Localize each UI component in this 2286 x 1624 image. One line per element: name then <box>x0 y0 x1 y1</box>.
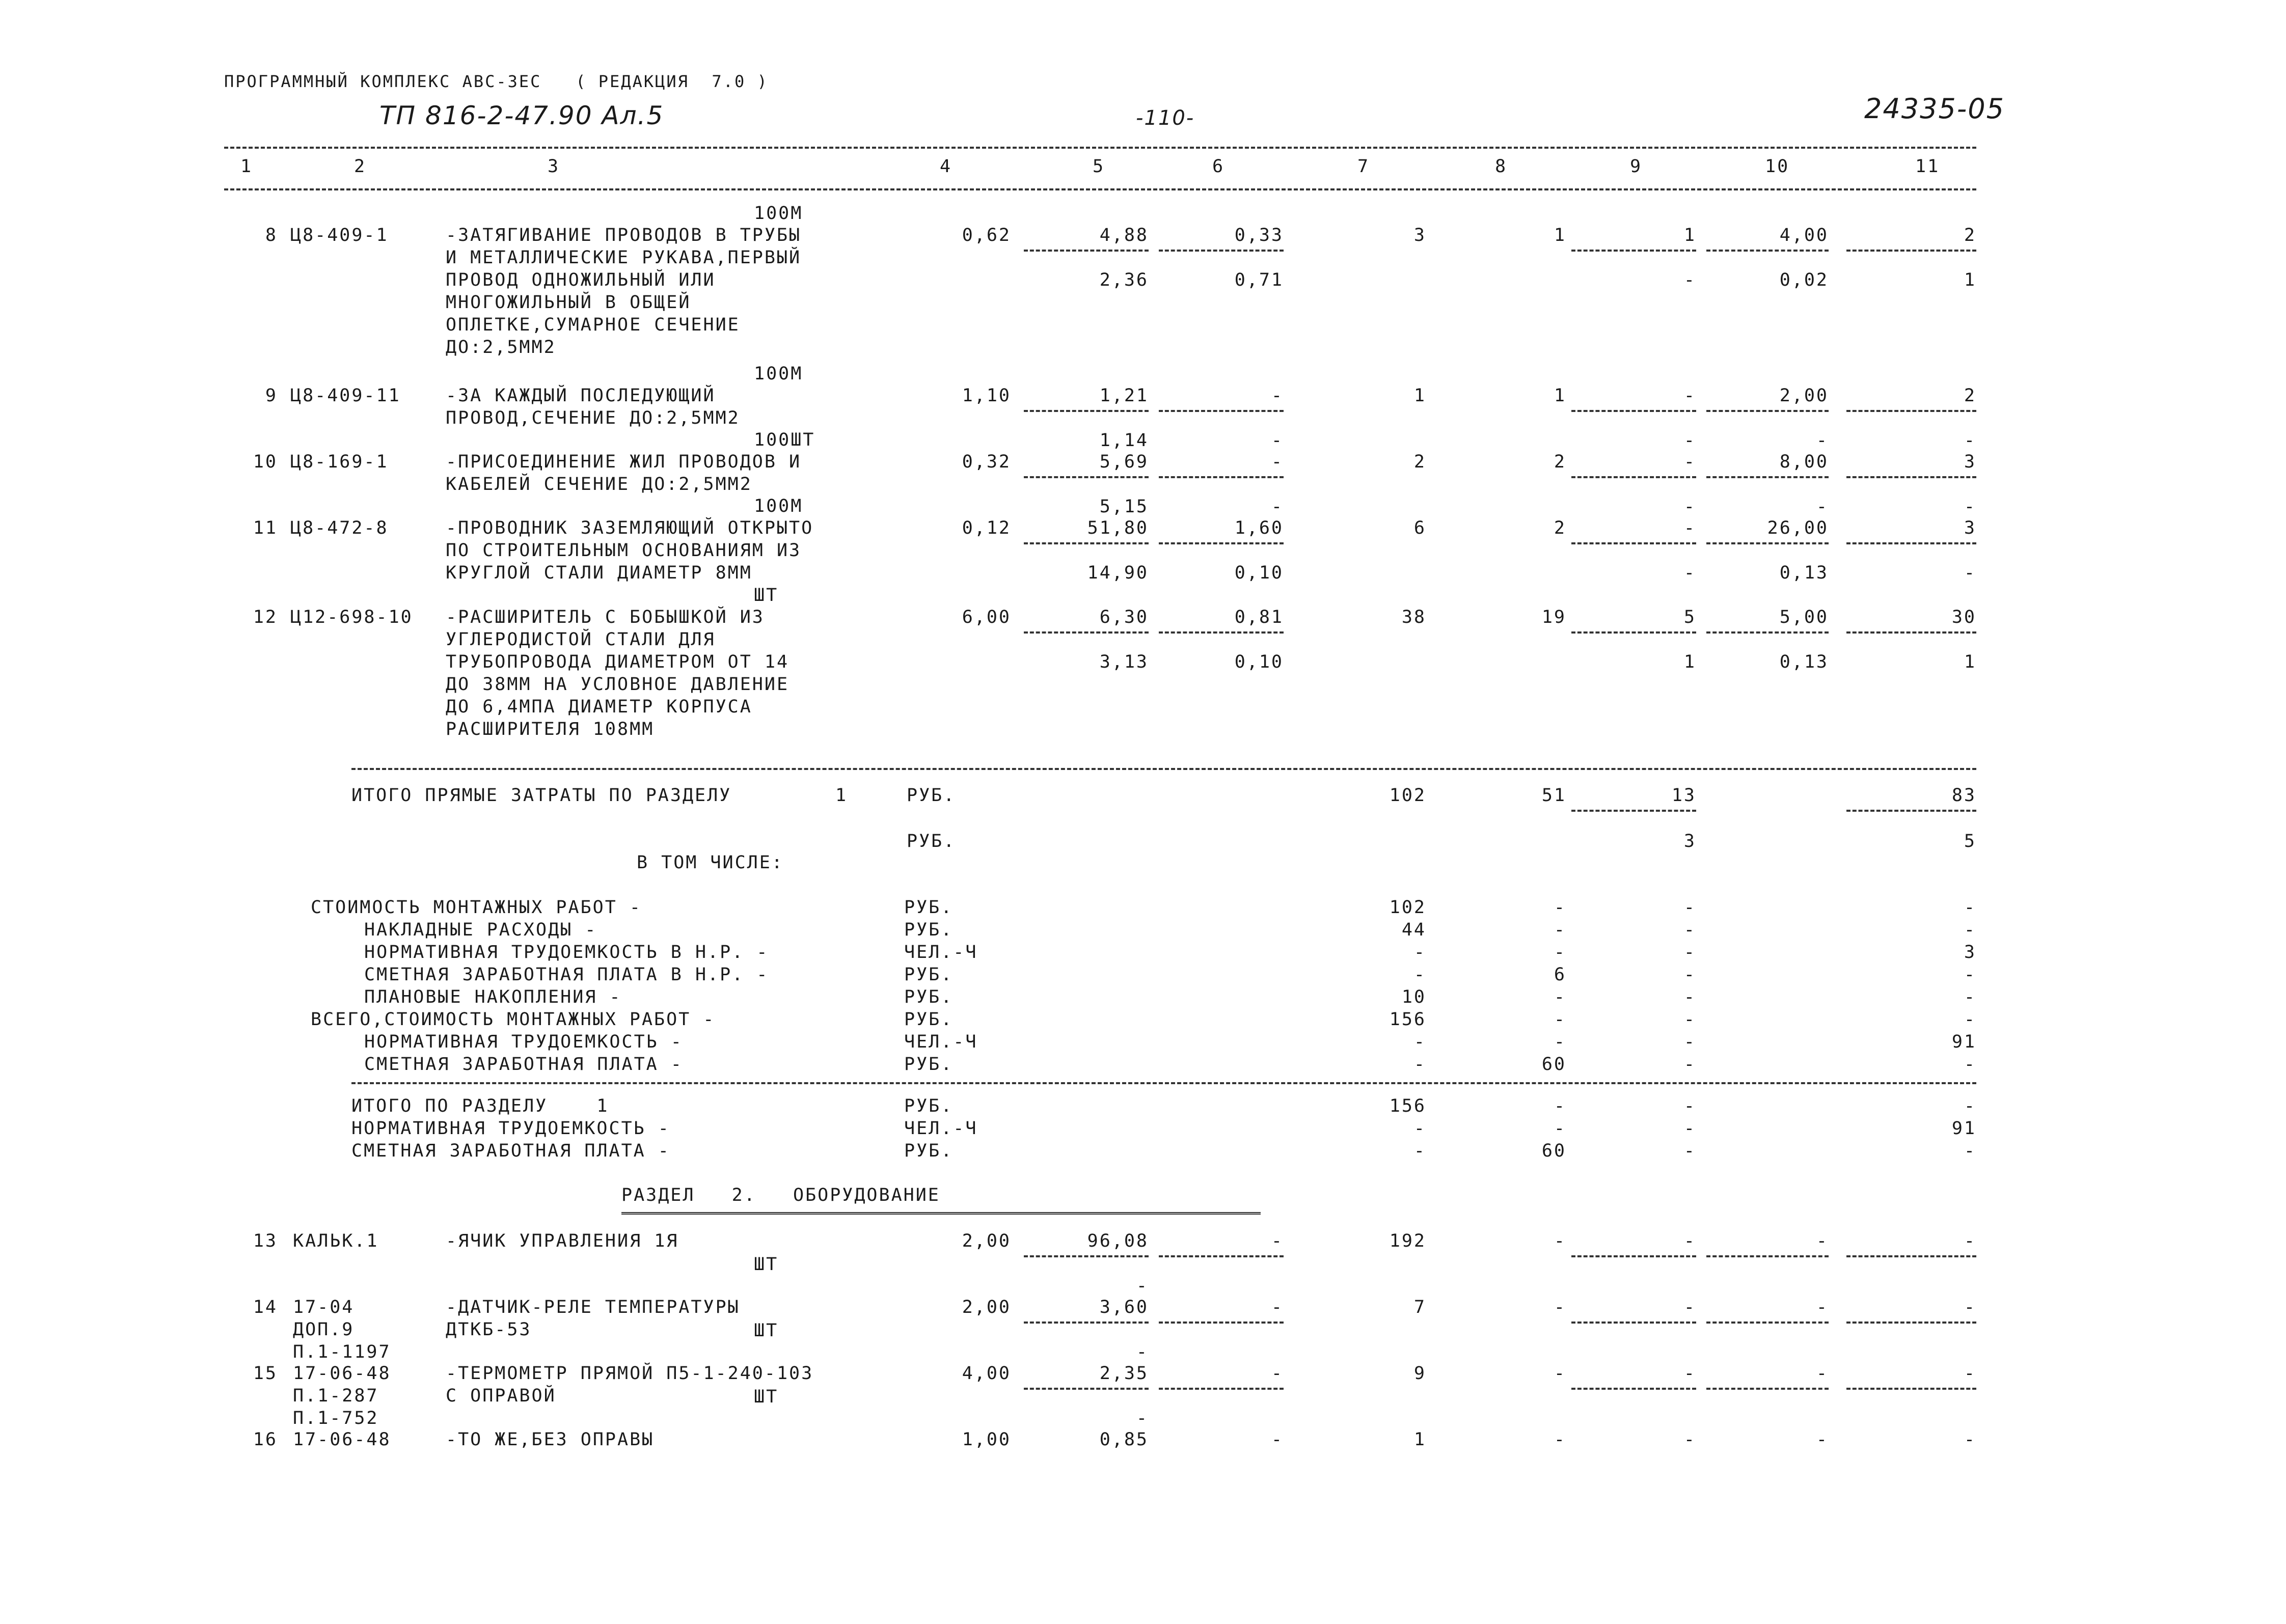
cell-c8: - <box>1554 1118 1566 1139</box>
cell-c5b: - <box>1136 1342 1149 1362</box>
summary-unit: РУБ. <box>904 897 954 918</box>
cell-c10b: 0,02 <box>1779 270 1829 290</box>
direct-costs-unit: РУБ. <box>907 785 956 806</box>
cell-c9b: - <box>1683 497 1696 517</box>
cell-c10: 4,00 <box>1779 225 1829 245</box>
cell-divider <box>1159 410 1284 412</box>
summary-label: НАКЛАДНЫЕ РАСХОДЫ - <box>364 920 597 940</box>
cell-c9: - <box>1683 987 1696 1007</box>
cell-c10: 5,00 <box>1779 607 1829 627</box>
work-description: ДО 38ММ НА УСЛОВНОЕ ДАВЛЕНИЕ <box>446 674 790 695</box>
cell-divider <box>1846 542 1976 544</box>
cell-c9: - <box>1683 942 1696 962</box>
row-number: 10 <box>253 452 278 472</box>
summary-label: НОРМАТИВНАЯ ТРУДОЕМКОСТЬ - <box>364 1032 683 1052</box>
summary-unit: ЧЕЛ.-Ч <box>904 942 978 962</box>
cell-c8: - <box>1554 1096 1566 1116</box>
cell-divider <box>1571 250 1696 252</box>
work-description: ДО:2,5ММ2 <box>446 337 556 357</box>
cell-c10: 8,00 <box>1779 452 1829 472</box>
cell-c6: - <box>1271 1297 1284 1317</box>
cell-c11: 91 <box>1951 1032 1976 1052</box>
cell-c11b: 5 <box>1964 831 1976 851</box>
cell-c11b: 1 <box>1964 652 1976 672</box>
unit-label: 100ШТ <box>754 430 815 450</box>
cell-divider <box>1706 542 1829 544</box>
cell-c9: - <box>1683 1297 1696 1317</box>
cell-c9: - <box>1683 1231 1696 1251</box>
section-2-title: РАЗДЕЛ 2. ОБОРУДОВАНИЕ <box>621 1185 940 1205</box>
cell-divider <box>1846 810 1976 812</box>
cell-c7: - <box>1413 1032 1426 1052</box>
unit-label: ШТ <box>754 1254 779 1275</box>
cell-c11: - <box>1964 1297 1976 1317</box>
cell-c6: 0,81 <box>1234 607 1284 627</box>
cell-divider <box>1846 410 1976 412</box>
cell-divider <box>1706 1388 1829 1390</box>
column-header-5: 5 <box>1093 156 1105 177</box>
cell-c8: 6 <box>1554 965 1566 985</box>
rate-code: Ц12-698-10 <box>290 607 413 627</box>
cell-c8: - <box>1554 987 1566 1007</box>
row-number: 16 <box>253 1429 278 1450</box>
work-description: -ПРИСОЕДИНЕНИЕ ЖИЛ ПРОВОДОВ И <box>446 452 802 472</box>
unit-label: ШТ <box>754 585 779 605</box>
cell-divider <box>1571 476 1696 478</box>
cell-c8: - <box>1554 1009 1566 1030</box>
cell-c6: - <box>1271 452 1284 472</box>
rate-code: 17-06-48 <box>293 1363 391 1384</box>
cell-divider <box>1706 631 1829 634</box>
row-number: 11 <box>253 518 278 538</box>
rate-code: 17-06-48 <box>293 1429 391 1450</box>
column-header-8: 8 <box>1495 156 1508 177</box>
work-description: ДО 6,4МПА ДИАМЕТР КОРПУСА <box>446 697 752 717</box>
summary-label: ВСЕГО,СТОИМОСТЬ МОНТАЖНЫХ РАБОТ - <box>311 1009 716 1030</box>
cell-c6: - <box>1271 1429 1284 1450</box>
summary-label: СМЕТНАЯ ЗАРАБОТНАЯ ПЛАТА В Н.Р. - <box>364 965 769 985</box>
cell-c4: 0,12 <box>962 518 1011 538</box>
unit-label: 100М <box>754 364 803 384</box>
cell-divider <box>1846 1388 1976 1390</box>
work-description: -ЗАТЯГИВАНИЕ ПРОВОДОВ В ТРУБЫ <box>446 225 802 245</box>
cell-c9: 13 <box>1671 785 1696 806</box>
cell-c4: 2,00 <box>962 1231 1011 1251</box>
cell-c7: 102 <box>1389 785 1426 806</box>
cell-c7: 38 <box>1401 607 1426 627</box>
cell-c8: - <box>1554 942 1566 962</box>
cell-c9: - <box>1683 1429 1696 1450</box>
column-header-9: 9 <box>1630 156 1643 177</box>
cell-c11: - <box>1964 965 1976 985</box>
archive-number: 24335-05 <box>1864 93 2005 125</box>
work-description: МНОГОЖИЛЬНЫЙ В ОБЩЕЙ <box>446 292 691 313</box>
cell-divider <box>1024 476 1149 478</box>
cell-c11: - <box>1964 897 1976 918</box>
cell-c7: - <box>1413 1141 1426 1161</box>
cell-c7: - <box>1413 1118 1426 1139</box>
rate-code: П.1-287 <box>293 1386 379 1406</box>
cell-c11: - <box>1964 1231 1976 1251</box>
cell-c9: - <box>1683 965 1696 985</box>
unit-label: ШТ <box>754 1320 779 1341</box>
cell-c10b: - <box>1816 497 1829 517</box>
cell-c7: 1 <box>1413 386 1426 406</box>
rate-code: ДОП.9 <box>293 1319 355 1340</box>
cell-divider <box>1846 476 1976 478</box>
cell-c11: 2 <box>1964 225 1976 245</box>
cell-c5: 4,88 <box>1099 225 1149 245</box>
cell-c11b: - <box>1964 430 1976 451</box>
cell-c8: 2 <box>1554 518 1566 538</box>
cell-c7: 156 <box>1389 1009 1426 1030</box>
cell-c4: 2,00 <box>962 1297 1011 1317</box>
cell-c5b: - <box>1136 1408 1149 1428</box>
cell-c9: - <box>1683 1054 1696 1075</box>
page-number: -110- <box>1136 106 1195 130</box>
summary-label: НОРМАТИВНАЯ ТРУДОЕМКОСТЬ В Н.Р. - <box>364 942 769 962</box>
summary-unit: РУБ. <box>904 1054 954 1075</box>
work-description: РАСШИРИТЕЛЯ 108ММ <box>446 719 655 739</box>
cell-c7: 2 <box>1413 452 1426 472</box>
cell-c9b: - <box>1683 563 1696 583</box>
cell-divider <box>1571 542 1696 544</box>
section-total-unit: ЧЕЛ.-Ч <box>904 1118 978 1139</box>
cell-c4: 4,00 <box>962 1363 1011 1384</box>
cell-c11: - <box>1964 1141 1976 1161</box>
cell-c11: - <box>1964 1009 1976 1030</box>
direct-costs-section: 1 <box>835 785 848 806</box>
work-description: ДТКБ-53 <box>446 1319 532 1340</box>
cell-c5: 0,85 <box>1099 1429 1149 1450</box>
cell-c8: - <box>1554 1231 1566 1251</box>
row-number: 15 <box>253 1363 278 1384</box>
work-description: ТРУБОПРОВОДА ДИАМЕТРОМ ОТ 14 <box>446 652 790 672</box>
cell-c5: 6,30 <box>1099 607 1149 627</box>
cell-c5b: 14,90 <box>1087 563 1149 583</box>
rate-code: П.1-1197 <box>293 1342 391 1362</box>
work-description: ПО СТРОИТЕЛЬНЫМ ОСНОВАНИЯМ ИЗ <box>446 540 802 561</box>
cell-c9: - <box>1683 1363 1696 1384</box>
cell-c9: - <box>1683 386 1696 406</box>
cell-c5b: 1,14 <box>1099 430 1149 451</box>
cell-c6b: 0,10 <box>1234 652 1284 672</box>
totals-rule <box>351 768 1976 770</box>
cell-divider <box>1706 1322 1829 1324</box>
including-label: В ТОМ ЧИСЛЕ: <box>637 852 784 873</box>
cell-c7: 7 <box>1413 1297 1426 1317</box>
cell-c5b: 2,36 <box>1099 270 1149 290</box>
cell-c6: 0,33 <box>1234 225 1284 245</box>
cell-c5: 96,08 <box>1087 1231 1149 1251</box>
cell-c5: 1,21 <box>1099 386 1149 406</box>
cell-divider <box>1024 1388 1149 1390</box>
cell-c8: - <box>1554 1429 1566 1450</box>
cell-divider <box>1846 631 1976 634</box>
cell-c9: - <box>1683 1118 1696 1139</box>
cell-c11: 91 <box>1951 1118 1976 1139</box>
cell-c9: - <box>1683 1096 1696 1116</box>
cell-c7: 44 <box>1401 920 1426 940</box>
cell-c11b: 1 <box>1964 270 1976 290</box>
summary-label: СМЕТНАЯ ЗАРАБОТНАЯ ПЛАТА - <box>364 1054 683 1075</box>
cell-divider <box>1706 250 1829 252</box>
cell-divider <box>1159 1255 1284 1257</box>
cell-c6b: 0,10 <box>1234 563 1284 583</box>
cell-c8: 51 <box>1541 785 1566 806</box>
cell-c5b: 3,13 <box>1099 652 1149 672</box>
cell-c9: - <box>1683 518 1696 538</box>
cell-c11: 30 <box>1951 607 1976 627</box>
cell-c11b: - <box>1964 563 1976 583</box>
cell-c9: - <box>1683 1009 1696 1030</box>
cell-divider <box>1846 250 1976 252</box>
row-number: 13 <box>253 1231 278 1251</box>
cell-c8: - <box>1554 897 1566 918</box>
cell-c8: 60 <box>1541 1141 1566 1161</box>
cell-c6: - <box>1271 1231 1284 1251</box>
cell-c11: 3 <box>1964 452 1976 472</box>
column-header-10: 10 <box>1765 156 1790 177</box>
column-header-6: 6 <box>1212 156 1225 177</box>
cell-c9: - <box>1683 920 1696 940</box>
column-header-2: 2 <box>354 156 367 177</box>
cell-c9b: - <box>1683 430 1696 451</box>
cell-c5b: - <box>1136 1276 1149 1296</box>
work-description: -РАСШИРИТЕЛЬ С БОБЫШКОЙ ИЗ <box>446 607 765 627</box>
program-header: ПРОГРАММНЫЙ КОМПЛЕКС АВС-ЗЕС ( РЕДАКЦИЯ 7.0 ) <box>224 72 769 91</box>
cell-c8: - <box>1554 1032 1566 1052</box>
work-description: -ЗА КАЖДЫЙ ПОСЛЕДУЮЩИЙ <box>446 386 716 406</box>
cell-c10: - <box>1816 1429 1829 1450</box>
section-total-unit: РУБ. <box>904 1096 954 1116</box>
cell-c8: 19 <box>1541 607 1566 627</box>
cell-c8: - <box>1554 1297 1566 1317</box>
header-top-rule <box>224 147 1976 149</box>
cell-c10b: - <box>1816 430 1829 451</box>
cell-c5: 5,69 <box>1099 452 1149 472</box>
cell-c8: - <box>1554 920 1566 940</box>
cell-c7: 3 <box>1413 225 1426 245</box>
cell-c6b: - <box>1271 497 1284 517</box>
cell-c9: 1 <box>1683 225 1696 245</box>
work-description: ОПЛЕТКЕ,СУМАРНОЕ СЕЧЕНИЕ <box>446 315 740 335</box>
cell-c8: 1 <box>1554 386 1566 406</box>
work-description: -ПРОВОДНИК ЗАЗЕМЛЯЮЩИЙ ОТКРЫТО <box>446 518 814 538</box>
cell-divider <box>1571 631 1696 634</box>
cell-c10: 2,00 <box>1779 386 1829 406</box>
row-number: 12 <box>253 607 278 627</box>
cell-c7: 9 <box>1413 1363 1426 1384</box>
cell-c11: - <box>1964 1054 1976 1075</box>
cell-c8: 1 <box>1554 225 1566 245</box>
cell-c6b: 0,71 <box>1234 270 1284 290</box>
summary-unit: РУБ. <box>904 965 954 985</box>
cell-c9b: 3 <box>1683 831 1696 851</box>
unit-label: 100М <box>754 203 803 224</box>
cell-c9: - <box>1683 897 1696 918</box>
cell-divider <box>1159 250 1284 252</box>
cell-divider <box>1706 476 1829 478</box>
column-header-1: 1 <box>240 156 253 177</box>
section-total-label: СМЕТНАЯ ЗАРАБОТНАЯ ПЛАТА - <box>351 1141 670 1161</box>
rate-code: П.1-752 <box>293 1408 379 1428</box>
column-header-4: 4 <box>940 156 953 177</box>
cell-c11: - <box>1964 1096 1976 1116</box>
work-description: -ДАТЧИК-РЕЛЕ ТЕМПЕРАТУРЫ <box>446 1297 740 1317</box>
cell-divider <box>1571 1322 1696 1324</box>
summary-label: СТОИМОСТЬ МОНТАЖНЫХ РАБОТ - <box>311 897 642 918</box>
cell-c4: 0,32 <box>962 452 1011 472</box>
rate-code: 17-04 <box>293 1297 355 1317</box>
cell-c8: - <box>1554 1363 1566 1384</box>
cell-divider <box>1024 1255 1149 1257</box>
cell-c10b: 0,13 <box>1779 563 1829 583</box>
cell-c5: 2,35 <box>1099 1363 1149 1384</box>
section-total-label: ИТОГО ПО РАЗДЕЛУ 1 <box>351 1096 609 1116</box>
rate-code: Ц8-409-11 <box>290 386 401 406</box>
work-description: КРУГЛОЙ СТАЛИ ДИАМЕТР 8ММ <box>446 563 752 583</box>
cell-divider <box>1706 1255 1829 1257</box>
document-code: ТП 816-2-47.90 Ал.5 <box>379 101 664 130</box>
cell-c5: 3,60 <box>1099 1297 1149 1317</box>
cell-c11: 3 <box>1964 942 1976 962</box>
cell-c4: 1,10 <box>962 386 1011 406</box>
work-description: И МЕТАЛЛИЧЕСКИЕ РУКАВА,ПЕРВЫЙ <box>446 247 802 268</box>
cell-divider <box>1159 476 1284 478</box>
cell-c5: 51,80 <box>1087 518 1149 538</box>
cell-c11: - <box>1964 1429 1976 1450</box>
rate-code: Ц8-472-8 <box>290 518 389 538</box>
cell-c7: 102 <box>1389 897 1426 918</box>
work-description: -ТЕРМОМЕТР ПРЯМОЙ П5-1-240-103 <box>446 1363 814 1384</box>
cell-c7: 10 <box>1401 987 1426 1007</box>
cell-c7: 1 <box>1413 1429 1426 1450</box>
section-2-underline <box>621 1212 1261 1215</box>
cell-c11: 3 <box>1964 518 1976 538</box>
cell-divider <box>1846 1322 1976 1324</box>
section-total-unit: РУБ. <box>904 1141 954 1161</box>
cell-c9: - <box>1683 1032 1696 1052</box>
header-bottom-rule <box>224 188 1976 190</box>
cell-divider <box>1159 542 1284 544</box>
cell-c11: - <box>1964 987 1976 1007</box>
summary-unit: РУБ. <box>904 920 954 940</box>
rate-code: КАЛЬК.1 <box>293 1231 379 1251</box>
cell-c6: - <box>1271 1363 1284 1384</box>
cell-c7: - <box>1413 942 1426 962</box>
cell-c8: 2 <box>1554 452 1566 472</box>
cell-c11: 2 <box>1964 386 1976 406</box>
cell-c10: - <box>1816 1363 1829 1384</box>
summary-unit: ЧЕЛ.-Ч <box>904 1032 978 1052</box>
summary-unit: РУБ. <box>904 1009 954 1030</box>
summary-label: ПЛАНОВЫЕ НАКОПЛЕНИЯ - <box>364 987 622 1007</box>
cell-c10: - <box>1816 1231 1829 1251</box>
cell-c9b: 1 <box>1683 652 1696 672</box>
cell-c6: - <box>1271 386 1284 406</box>
cell-c6b: - <box>1271 430 1284 451</box>
direct-costs-label: ИТОГО ПРЯМЫЕ ЗАТРАТЫ ПО РАЗДЕЛУ <box>351 785 732 806</box>
cell-c4: 1,00 <box>962 1429 1011 1450</box>
cell-c10b: 0,13 <box>1779 652 1829 672</box>
work-description: ПРОВОД ОДНОЖИЛЬНЫЙ ИЛИ <box>446 270 716 290</box>
cell-divider <box>1024 631 1149 634</box>
row-number: 9 <box>265 386 278 406</box>
column-header-7: 7 <box>1357 156 1370 177</box>
cell-divider <box>1571 1388 1696 1390</box>
column-header-11: 11 <box>1915 156 1940 177</box>
cell-divider <box>1159 631 1284 634</box>
cell-divider <box>1024 1322 1149 1324</box>
work-description: С ОПРАВОЙ <box>446 1386 556 1406</box>
cell-divider <box>1024 250 1149 252</box>
rate-code: Ц8-409-1 <box>290 225 389 245</box>
cell-c7: - <box>1413 965 1426 985</box>
cell-divider <box>1159 1322 1284 1324</box>
cell-c4: 6,00 <box>962 607 1011 627</box>
unit-label: 100М <box>754 496 803 516</box>
cell-c10: 26,00 <box>1767 518 1829 538</box>
cell-divider <box>1159 1388 1284 1390</box>
cell-c10: - <box>1816 1297 1829 1317</box>
row-number: 8 <box>265 225 278 245</box>
column-header-3: 3 <box>548 156 560 177</box>
cell-c7: 192 <box>1389 1231 1426 1251</box>
cell-c11: - <box>1964 1363 1976 1384</box>
work-description: -ЯЧИК УПРАВЛЕНИЯ 1Я <box>446 1231 679 1251</box>
cell-c7: 6 <box>1413 518 1426 538</box>
unit-label: ШТ <box>754 1387 779 1407</box>
work-description: КАБЕЛЕЙ СЕЧЕНИЕ ДО:2,5ММ2 <box>446 474 752 494</box>
cell-c7: - <box>1413 1054 1426 1075</box>
work-description: ПРОВОД,СЕЧЕНИЕ ДО:2,5ММ2 <box>446 408 740 428</box>
section-total-rule <box>351 1082 1976 1084</box>
cell-divider <box>1571 810 1696 812</box>
cell-c11: - <box>1964 920 1976 940</box>
cell-c11b: - <box>1964 497 1976 517</box>
summary-unit: РУБ. <box>904 987 954 1007</box>
cell-c9: - <box>1683 452 1696 472</box>
cell-divider <box>1571 410 1696 412</box>
cell-divider <box>1846 1255 1976 1257</box>
cell-c7: 156 <box>1389 1096 1426 1116</box>
cell-c5b: 5,15 <box>1099 497 1149 517</box>
cell-c9: 5 <box>1683 607 1696 627</box>
row-number: 14 <box>253 1297 278 1317</box>
direct-costs-unit: РУБ. <box>907 831 956 851</box>
cell-c9b: - <box>1683 270 1696 290</box>
cell-c4: 0,62 <box>962 225 1011 245</box>
rate-code: Ц8-169-1 <box>290 452 389 472</box>
cell-divider <box>1024 410 1149 412</box>
section-total-label: НОРМАТИВНАЯ ТРУДОЕМКОСТЬ - <box>351 1118 670 1139</box>
cell-c11: 83 <box>1951 785 1976 806</box>
cell-c9: - <box>1683 1141 1696 1161</box>
cell-divider <box>1571 1255 1696 1257</box>
cell-divider <box>1024 542 1149 544</box>
cell-c8: 60 <box>1541 1054 1566 1075</box>
work-description: УГЛЕРОДИСТОЙ СТАЛИ ДЛЯ <box>446 629 716 650</box>
cell-c6: 1,60 <box>1234 518 1284 538</box>
cell-divider <box>1706 410 1829 412</box>
work-description: -ТО ЖЕ,БЕЗ ОПРАВЫ <box>446 1429 655 1450</box>
